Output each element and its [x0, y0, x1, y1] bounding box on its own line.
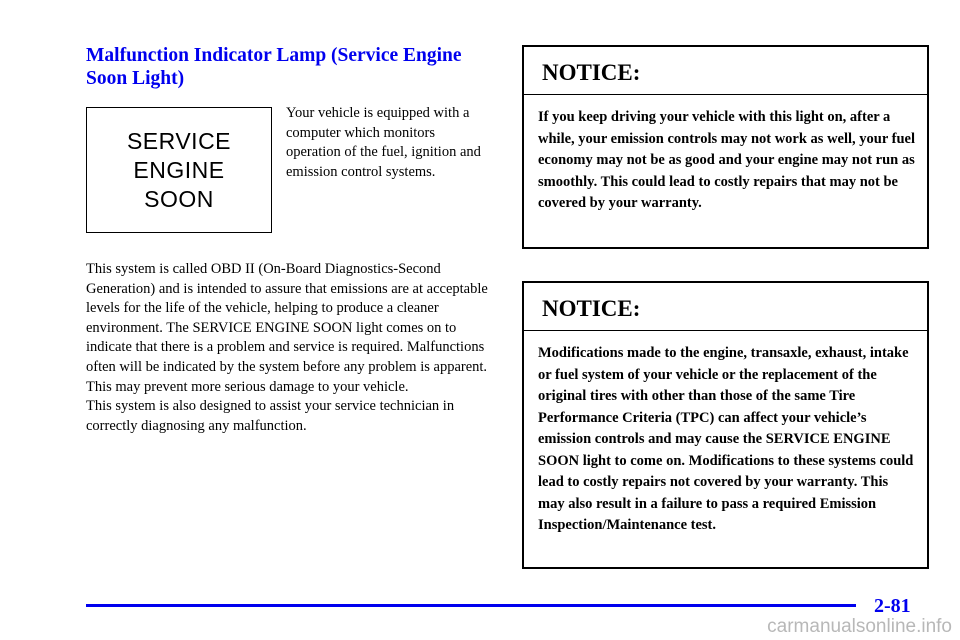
page-number: 2-81 [874, 595, 911, 617]
lamp-label: SERVICE ENGINE SOON [126, 127, 232, 212]
notice-text: Modifications made to the engine, transaxle, exhaust, intake or fuel system of your vehicle or the replacement of the original tires with other than those of the same Tire Performance Criteria (TPC) can affect your vehicle’s emission controls and may cause the SERVICE ENGINE SOON light to come on. Modifications to these systems could lead to costly repairs not covered by your warranty. This may also result in a failure to pass a required Emission Inspection/Maintenance test. [538, 345, 914, 533]
obd-paragraph: This system is called OBD II (On‑Board Diagnostics‑Second Generation) and is intended to assure that emissions are at acceptable levels for the life of the vehicle, helping to produce a cleaner environment. The SERVICE ENGINE SOON light comes on to indicate that there is a problem and service is required. Malfunctions often will be indicated by the system before any problem is apparent. This may prevent more serious damage to your vehicle. [86, 261, 488, 395]
notice-box-modifications [522, 281, 929, 569]
notice-heading: NOTICE: [524, 47, 927, 95]
technician-paragraph: This system is also designed to assist your service technician in correctly diagnosing any malfunction. [86, 398, 455, 434]
notice-box-driving [522, 45, 929, 249]
service-engine-soon-lamp-graphic [86, 107, 272, 233]
body-text [86, 260, 496, 436]
notice-text: If you keep driving your vehicle with this light on, after a while, your emission controls may not work as well, your fuel economy may not be as good and your engine may not run as smoothly. This could lead to costly repairs that may not be covered by your warranty. [538, 109, 916, 211]
notice-heading: NOTICE: [524, 283, 927, 331]
section-title: Malfunction Indicator Lamp (Service Engine Soon Light) [86, 45, 462, 89]
footer-rule [86, 604, 856, 607]
intro-paragraph: Your vehicle is equipped with a computer which monitors operation of the fuel, ignition and emission control systems. [286, 105, 481, 180]
watermark: carmanualsonline.info [767, 616, 952, 637]
